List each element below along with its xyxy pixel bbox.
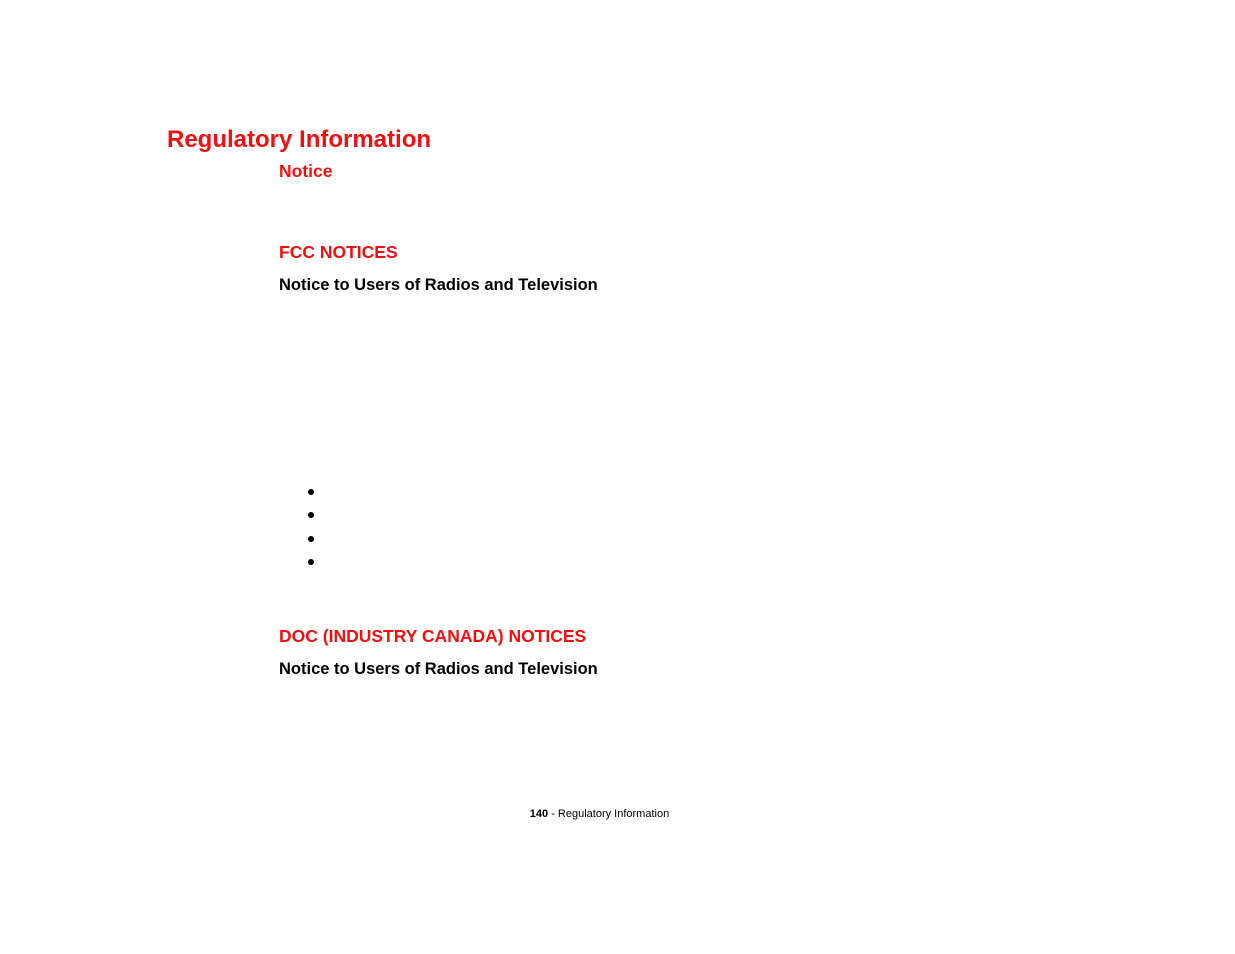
notice-heading: Notice (279, 161, 333, 181)
bullet-icon (308, 536, 314, 542)
list-item (279, 504, 579, 527)
page-footer (0, 807, 1199, 821)
page-number: 140 (529, 808, 549, 820)
footer-separator: - (548, 808, 558, 820)
list-item (279, 481, 579, 504)
bullet-icon (308, 512, 314, 518)
list-item (279, 528, 579, 551)
fcc-bullet-list (279, 481, 579, 574)
fcc-radio-tv-subheading: Notice to Users of Radios and Television (279, 276, 598, 294)
fcc-notices-heading: FCC NOTICES (279, 242, 398, 262)
footer-section-name: Regulatory Information (557, 808, 670, 820)
doc-radio-tv-subheading: Notice to Users of Radios and Television (279, 660, 598, 678)
doc-notices-heading: DOC (INDUSTRY CANADA) NOTICES (279, 626, 587, 646)
bullet-icon (308, 489, 314, 495)
bullet-icon (308, 559, 314, 565)
page-title: Regulatory Information (167, 126, 432, 153)
list-item (279, 551, 579, 574)
